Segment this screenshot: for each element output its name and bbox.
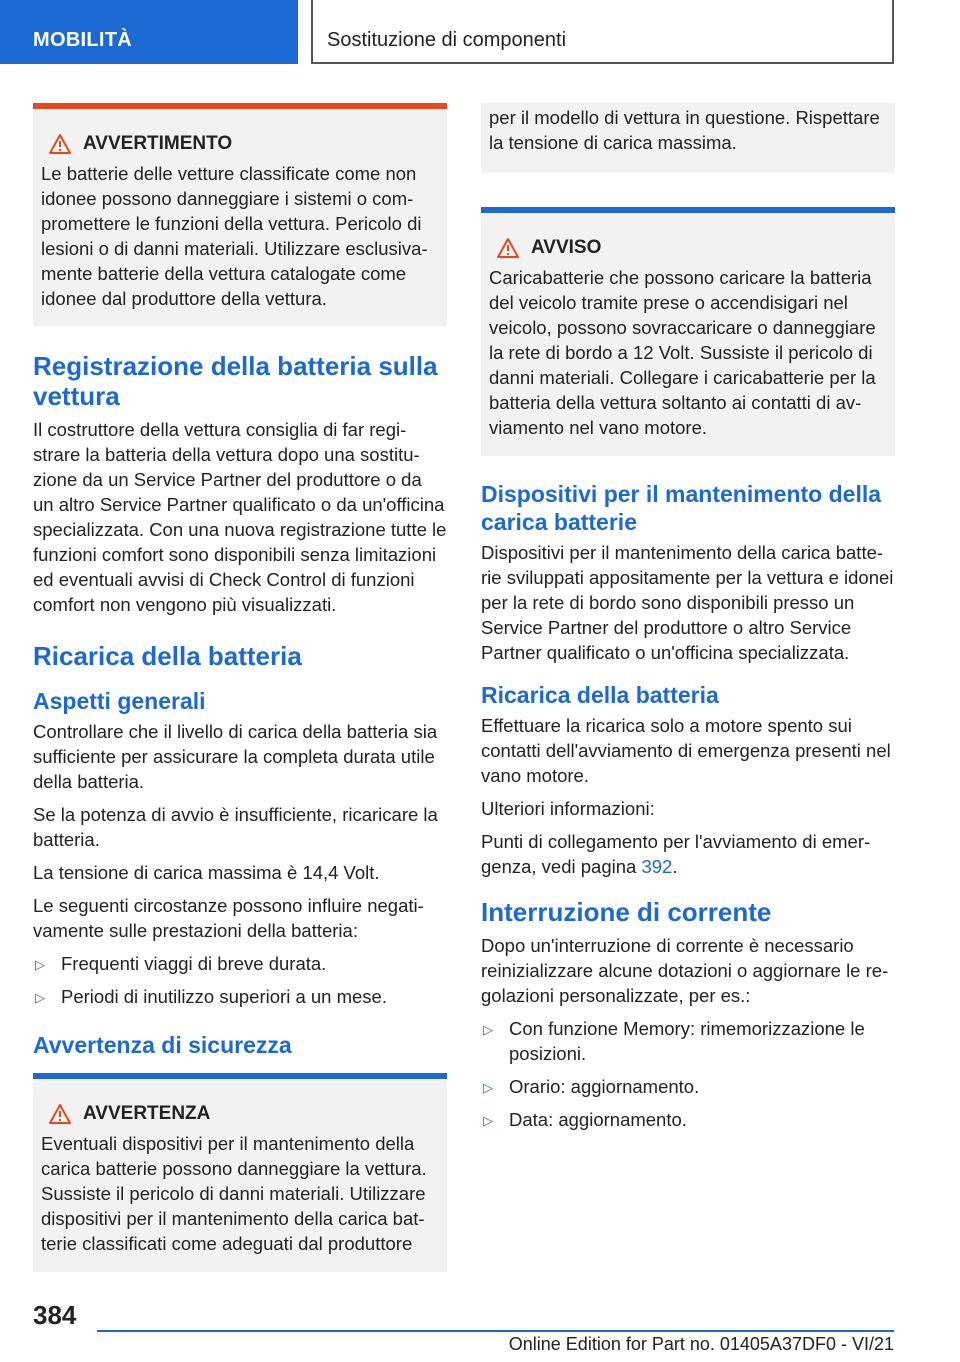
bullet-triangle-icon: ▷	[483, 1080, 493, 1095]
charging-paragraph-3: Punti di collegamento per l'avviamento di emergenza, vedi pagina 392.	[481, 831, 871, 877]
bullet-triangle-icon: ▷	[483, 1113, 493, 1128]
registration-text: Il costruttore della vettura consiglia di far registrare la batteria della vettura dopo una sostituzione da un Service Partner del produttore o da un altro Service Partner qualificato o da un'officina specializzata. Con una nuova registrazione tutte le funzioni comfort sono disponibili senza limitazioni ed eventuali avvisi di Check Control di funzioni comfort non vengono più visualizzati.	[33, 419, 447, 615]
caution-box-continued	[481, 103, 895, 173]
general-list	[33, 951, 447, 1009]
caution-title: AVVERTENZA	[83, 1103, 211, 1124]
caution-text: Eventuali dispositivi per il mantenimento della carica batterie possono danneggiare la vettura. Sussiste il pericolo di danni materiali. Utilizzare dispositivi per il mantenimento della carica batterie classificati come adeguati dal produttore	[41, 1133, 427, 1254]
charging-paragraph-2: Ulteriori informazioni:	[481, 798, 655, 819]
heading-charging: Ricarica della batteria	[33, 641, 302, 671]
general-paragraph-2: Se la potenza di avvio è insufficiente, ricaricare la batteria.	[33, 804, 438, 850]
left-column	[33, 103, 447, 1272]
power-text: Dopo un'interruzione di corrente è necessario reinizializzare alcune dotazioni o aggiornare le regolazioni personalizzate, per es.:	[481, 935, 889, 1006]
list-item: ▷ Data: aggiornamento.	[481, 1107, 895, 1132]
footer-divider	[97, 1330, 894, 1332]
maintainers-text: Dispositivi per il mantenimento della carica batterie sviluppati appositamente per la vettura e idonei per la rete di bordo sono disponibili presso un Service Partner del produttore o altro Service Partner qualificato o un'officina specializzata.	[481, 542, 894, 663]
warning-box	[33, 103, 447, 327]
notice-box	[481, 207, 895, 456]
heading-safety: Avvertenza di sicurezza	[33, 1032, 292, 1058]
chapter-title: Sostituzione di componenti	[327, 29, 567, 51]
page-number: 384	[33, 1300, 77, 1330]
charging-paragraph-1: Effettuare la ricarica solo a motore spento sui contatti dell'avviamento di emergenza presenti nel vano motore.	[481, 715, 891, 786]
warning-text: Le batterie delle vetture classificate come non idonee possono danneggiare i sistemi o compromettere le funzioni della vettura. Pericolo di lesioni o di danni materiali. Utilizzare esclusivamente batterie della vettura catalogate come idonee dal produttore della vettura.	[41, 163, 428, 309]
bullet-triangle-icon: ▷	[35, 990, 45, 1005]
heading-power-interruption: Interruzione di corrente	[481, 897, 772, 927]
general-paragraph-1: Controllare che il livello di carica della batteria sia sufficiente per assicurare la completa durata utile della batteria.	[33, 721, 438, 792]
edition-note: Online Edition for Part no. 01405A37DF0 - VI/21	[508, 1334, 894, 1354]
caution-text-continued: per il modello di vettura in questione. Rispettare la tensione di carica massima.	[489, 107, 880, 153]
right-column	[481, 103, 895, 1140]
bullet-triangle-icon: ▷	[483, 1022, 493, 1037]
heading-maintainers: Dispositivi per il mantenimento della carica batterie	[481, 481, 882, 535]
heading-charging-right: Ricarica della batteria	[481, 682, 719, 708]
list-item: ▷ Con funzione Memory: rimemorizzazione le posizioni.	[483, 1018, 865, 1064]
warning-title: AVVERTIMENTO	[83, 133, 233, 154]
notice-title: AVVISO	[531, 237, 602, 258]
general-paragraph-3: La tensione di carica massima è 14,4 Volt.	[33, 862, 380, 883]
heading-registration: Registrazione della batteria sulla vettura	[33, 351, 438, 411]
warning-triangle-icon	[49, 134, 71, 154]
caution-box	[33, 1073, 447, 1272]
power-list	[481, 1016, 895, 1132]
page-link[interactable]: 392	[641, 856, 673, 877]
list-item: ▷ Periodi di inutilizzo superiori a un mese.	[33, 984, 447, 1009]
heading-general: Aspetti generali	[33, 688, 206, 714]
warning-triangle-icon	[49, 1104, 71, 1124]
chapter-tab	[311, 0, 894, 64]
notice-text: Caricabatterie che possono caricare la batteria del veicolo tramite prese o accendisigari nel veicolo, possono sovraccaricare o danneggiare la rete di bordo a 12 Volt. Sussiste il pericolo di danni materiali. Collegare i caricabatterie per la batteria della vettura soltanto ai contatti di avviamento nel vano motore.	[489, 267, 876, 438]
section-title: MOBILITÀ	[33, 29, 133, 51]
warning-triangle-icon	[497, 238, 519, 258]
bullet-triangle-icon: ▷	[35, 957, 45, 972]
list-item: ▷ Frequenti viaggi di breve durata.	[33, 951, 447, 976]
general-paragraph-4: Le seguenti circostanze possono influire negativamente sulle prestazioni della batteria:	[33, 895, 424, 941]
list-item: ▷ Orario: aggiornamento.	[481, 1074, 895, 1099]
section-tab	[0, 0, 298, 64]
